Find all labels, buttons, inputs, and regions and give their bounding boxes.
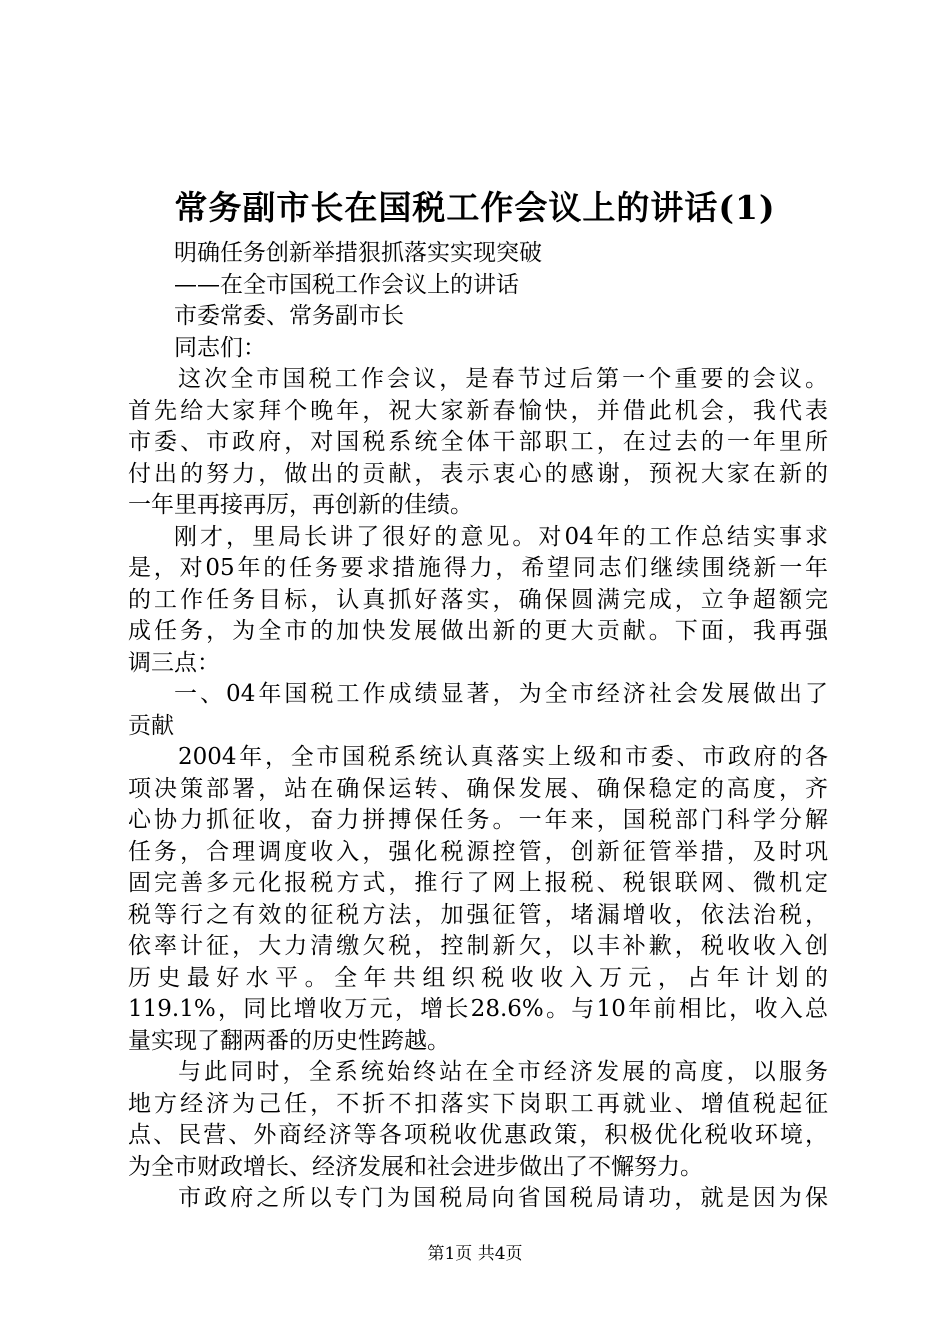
page-number: 第1页 共4页 xyxy=(427,1244,523,1264)
text-line: 点、民营、外商经济等各项税收优惠政策，积极优化税收环境， xyxy=(128,1122,828,1148)
subtitle-line: ——在全市国税工作会议上的讲话 xyxy=(174,271,519,298)
document-body xyxy=(128,238,828,1215)
text-line: 刚才，里局长讲了很好的意见。对04年的工作总结实事求 xyxy=(174,523,828,550)
section-heading-1 xyxy=(128,679,828,742)
text-line: 与此同时，全系统始终站在全市经济发展的高度，以服务 xyxy=(178,1059,828,1085)
text-line: 历史最好水平。全年共组织税收收入万元，占年计划的 xyxy=(128,964,828,991)
text-line: 任务，合理调度收入，强化税源控管，创新征管举措，及时巩 xyxy=(128,838,828,865)
text-line: 119.1%，同比增收万元，增长28.6%。与10年前相比，收入总 xyxy=(128,996,828,1022)
paragraph-1 xyxy=(128,364,828,522)
salutation-line: 同志们： xyxy=(174,334,266,361)
text-line: 地方经济为己任，不折不扣落实下岗职工再就业、增值税起征 xyxy=(128,1090,828,1117)
text-line: 为全市财政增长、经济发展和社会进步做出了不懈努力。 xyxy=(128,1153,703,1180)
text-line: 这次全市国税工作会议，是春节过后第一个重要的会议。 xyxy=(178,366,828,392)
text-line: 成任务，为全市的加快发展做出新的更大贡献。下面，我再强 xyxy=(128,618,828,644)
text-line: 是，对05年的任务要求措施得力，希望同志们继续围绕新一年 xyxy=(128,555,828,581)
heading-line: 贡献 xyxy=(128,712,174,739)
text-line: 的工作任务目标，认真抓好落实，确保圆满完成，立争超额完 xyxy=(128,586,828,613)
text-line: 调三点： xyxy=(128,649,220,676)
text-line: 量实现了翻两番的历史性跨越。 xyxy=(128,1027,450,1054)
paragraph-4 xyxy=(128,1057,828,1183)
text-line: 付出的努力，做出的贡献，表示衷心的感谢，预祝大家在新的 xyxy=(128,460,828,487)
text-line: 心协力抓征收，奋力拼搏保任务。一年来，国税部门科学分解 xyxy=(128,807,828,833)
text-line: 依率计征，大力清缴欠税，控制新欠，以丰补歉，税收收入创 xyxy=(128,933,828,959)
paragraph-5 xyxy=(128,1183,828,1215)
text-line: 首先给大家拜个晚年，祝大家新春愉快，并借此机会，我代表 xyxy=(128,397,828,424)
author-line: 市委常委、常务副市长 xyxy=(174,303,404,329)
heading-line: 一、04年国税工作成绩显著，为全市经济社会发展做出了 xyxy=(174,681,828,707)
text-line: 税等行之有效的征税方法，加强征管，堵漏增收，依法治税， xyxy=(128,901,828,928)
text-line: 2004年，全市国税系统认真落实上级和市委、市政府的各 xyxy=(178,744,828,770)
text-line: 市政府之所以专门为国税局向省国税局请功，就是因为保 xyxy=(178,1185,828,1211)
subtitle-line: 明确任务创新举措狠抓落实实现突破 xyxy=(174,240,542,266)
document-title: 常务副市长在国税工作会议上的讲话(1) xyxy=(174,188,776,227)
paragraph-2 xyxy=(128,522,828,680)
text-line: 市委、市政府，对国税系统全体干部职工，在过去的一年里所 xyxy=(128,429,828,455)
paragraph-3 xyxy=(128,742,828,1057)
text-line: 项决策部署，站在确保运转、确保发展、确保稳定的高度，齐 xyxy=(128,775,828,802)
text-line: 一年里再接再厉，再创新的佳绩。 xyxy=(128,492,473,518)
text-line: 固完善多元化报税方式，推行了网上报税、税银联网、微机定 xyxy=(128,870,828,896)
